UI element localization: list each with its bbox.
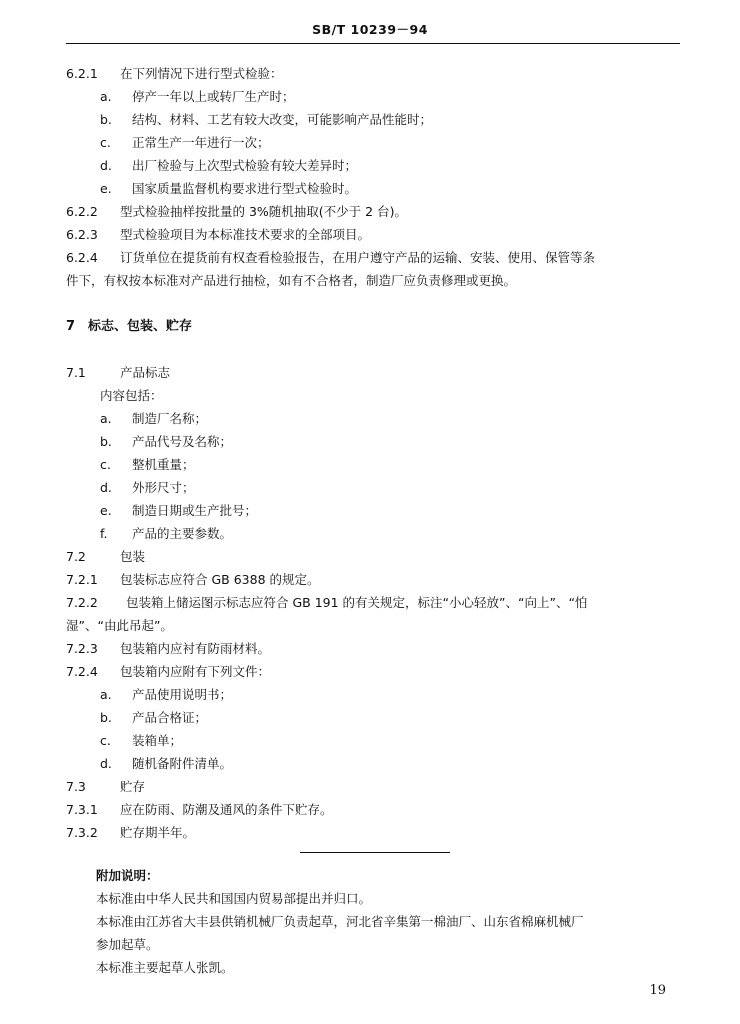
clause-number: 6.2.3 — [66, 227, 98, 242]
list-item: b. 产品合格证； — [100, 710, 208, 725]
list-item: f. 产品的主要参数。 — [100, 526, 233, 541]
list-item: c. 正常生产一年进行一次； — [100, 135, 270, 150]
list-item: d. 外形尺寸； — [100, 480, 195, 495]
clause-number: 6.2.2 — [66, 204, 98, 219]
list-item: a. 产品使用说明书； — [100, 687, 233, 702]
list-item: e. 制造日期或生产批号； — [100, 503, 258, 518]
page-number: 19 — [649, 983, 666, 998]
clause-number: 7.2.1 — [66, 572, 98, 587]
list-item: b. 产品代号及名称； — [100, 434, 233, 449]
list-item: e. 国家质量监督机构要求进行型式检验时。 — [100, 181, 358, 196]
clause-text: 在下列情况下进行型式检验： — [120, 66, 283, 81]
list-item: d. 随机备附件清单。 — [100, 756, 233, 771]
note-divider — [300, 852, 450, 853]
clause-7-2-4 — [66, 662, 680, 682]
clause-text: 包装标志应符合 GB 6388 的规定。 — [120, 572, 320, 587]
clause-7-1 — [66, 363, 680, 383]
clause-number: 7.3.2 — [66, 825, 98, 840]
chapter-heading — [66, 317, 680, 337]
list-item: d. 出厂检验与上次型式检验有较大差异时； — [100, 158, 358, 173]
clause-7-2 — [66, 547, 680, 567]
note-paragraph-continued: 参加起草。 — [96, 937, 159, 952]
note-paragraph: 本标准由江苏省大丰县供销机械厂负责起草，河北省辛集第一棉油厂、山东省棉麻机械厂 — [96, 914, 584, 929]
clause-number: 7.2 — [66, 549, 86, 564]
clause-7-3-2 — [66, 823, 680, 843]
clause-7-2-3 — [66, 639, 680, 659]
clause-text: 包装箱上储运图示标志应符合 GB 191 的有关规定，标注“小心轻放”、“向上”、“怕 — [126, 595, 588, 610]
clause-number: 7.2.2 — [66, 595, 98, 610]
clause-number: 6.2.4 — [66, 250, 98, 265]
clause-number: 7.3.1 — [66, 802, 98, 817]
clause-7-2-2 — [66, 593, 680, 613]
clause-7-2-2-continued: 湿”、“由此吊起”。 — [66, 618, 173, 633]
clause-title: 包装 — [120, 549, 146, 564]
clause-6-2-4-continued: 件下，有权按本标准对产品进行抽检，如有不合格者，制造厂应负责修理或更换。 — [66, 273, 517, 288]
note-paragraph: 本标准由中华人民共和国国内贸易部提出并归口。 — [96, 891, 372, 906]
clause-title: 贮存 — [120, 779, 146, 794]
clause-6-2-3 — [66, 225, 680, 245]
clause-7-2-1 — [66, 570, 680, 590]
clause-text: 包装箱内应衬有防雨材料。 — [120, 641, 271, 656]
note-paragraph: 本标准主要起草人张凯。 — [96, 960, 234, 975]
clause-6-2-2 — [66, 202, 680, 222]
clause-number: 7.3 — [66, 779, 86, 794]
clause-text: 型式检验抽样按批量的 3%随机抽取(不少于 2 台)。 — [120, 204, 407, 219]
list-item: c. 整机重量； — [100, 457, 195, 472]
clause-7-3 — [66, 777, 680, 797]
page-header: SB/T 10239－94 — [312, 22, 428, 37]
clause-text: 订货单位在提货前有权查看检验报告，在用户遵守产品的运输、安装、使用、保管等条 — [120, 250, 596, 265]
clause-number: 7.2.4 — [66, 664, 98, 679]
note-title: 附加说明： — [96, 868, 159, 883]
clause-6-2-1 — [66, 64, 680, 84]
clause-text: 贮存期半年。 — [120, 825, 196, 840]
header-rule — [66, 43, 680, 44]
clause-number: 7.2.3 — [66, 641, 98, 656]
clause-text: 型式检验项目为本标准技术要求的全部项目。 — [120, 227, 371, 242]
clause-number: 7.1 — [66, 365, 86, 380]
chapter-number: 7 — [66, 319, 76, 334]
chapter-title: 标志、包装、贮存 — [88, 319, 193, 334]
clause-title: 产品标志 — [120, 365, 171, 380]
clause-text: 包装箱内应附有下列文件： — [120, 664, 271, 679]
list-item: a. 制造厂名称； — [100, 411, 208, 426]
clause-7-3-1 — [66, 800, 680, 820]
clause-number: 6.2.1 — [66, 66, 98, 81]
list-item: b. 结构、材料、工艺有较大改变，可能影响产品性能时； — [100, 112, 433, 127]
list-item: c. 装箱单； — [100, 733, 183, 748]
list-item: a. 停产一年以上或转厂生产时； — [100, 89, 295, 104]
clause-6-2-4 — [66, 248, 680, 268]
clause-text: 应在防雨、防潮及通风的条件下贮存。 — [120, 802, 333, 817]
clause-intro: 内容包括： — [100, 388, 163, 403]
